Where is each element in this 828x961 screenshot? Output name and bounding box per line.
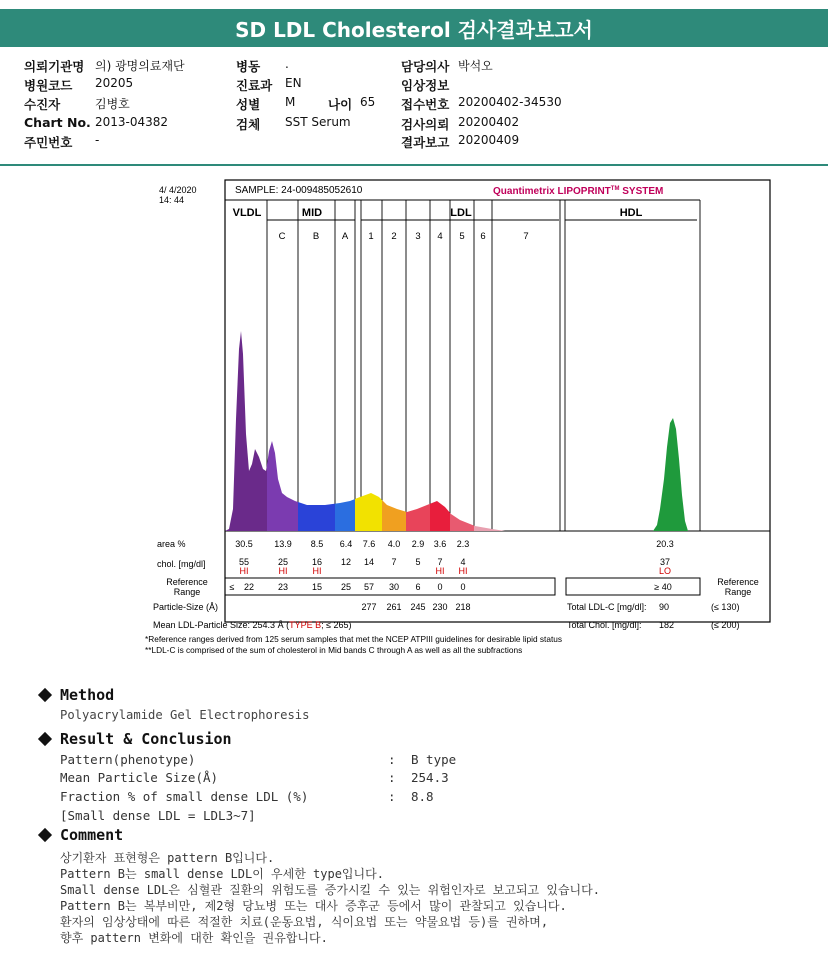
row-area-label: area %	[157, 539, 186, 549]
total-chol-label: Total Chol. [mg/dl]:	[567, 620, 642, 630]
row-chol-label: chol. [mg/dl]	[157, 559, 206, 569]
info-label: 수진자	[24, 97, 61, 112]
ref-value-hdl: ≥ 40	[654, 582, 672, 592]
ref-value: 22	[243, 582, 255, 592]
info-value: 의) 광명의료재단	[95, 59, 185, 73]
row-ref-label-2: Range	[173, 587, 201, 597]
comment-line: 환자의 임상상태에 따른 적절한 치료(운동요법, 식이요법 또는 약물요법 등)를 권하며,	[60, 915, 549, 929]
band-fill	[430, 279, 450, 539]
info-label: 접수번호	[401, 97, 450, 112]
band-fill	[406, 279, 430, 539]
result-key: Pattern(phenotype)	[60, 752, 196, 767]
chol-value: 14	[363, 557, 375, 567]
method-title: Method	[60, 686, 115, 704]
result-sep: :	[388, 770, 396, 785]
band-fill	[382, 279, 406, 539]
flag-value: HI	[312, 566, 322, 576]
info-value: .	[285, 57, 289, 71]
chol-value: 16	[311, 557, 323, 567]
particle-size-value: 218	[455, 602, 471, 612]
info-label: 검체	[236, 117, 261, 132]
system-name: Quantimetrix LIPOPRINT™ SYSTEM	[493, 186, 664, 197]
comment-line: 상기환자 표현형은 pattern B입니다.	[60, 851, 275, 865]
ref-value: 25	[340, 582, 352, 592]
info-label: 병동	[236, 59, 261, 74]
method-section	[36, 686, 309, 722]
info-value: 20205	[95, 76, 134, 90]
diamond-bullet-icon	[38, 688, 52, 702]
band-fill	[267, 279, 298, 539]
area-value: 4.0	[387, 539, 401, 549]
result-sep: :	[388, 789, 396, 804]
info-value: 2013-04382	[95, 115, 169, 129]
age-label: 나이	[328, 97, 353, 112]
chol-value: 4	[460, 557, 466, 567]
area-value: 7.6	[362, 539, 376, 549]
particle-size-label: Particle-Size (Å)	[153, 602, 219, 612]
info-value: 김병호	[95, 97, 130, 111]
result-section	[36, 730, 232, 748]
band-fill	[225, 279, 267, 539]
area-value-hdl: 20.3	[656, 539, 674, 549]
sample-id: SAMPLE: 24-009485052610	[235, 185, 363, 196]
total-ldl-label: Total LDL-C [mg/dl]:	[567, 602, 647, 612]
flag-value: HI	[278, 566, 288, 576]
footnote-2: **LDL-C is comprised of the sum of cholesterol in Mid bands C through A as well as all the subfractions	[145, 645, 523, 655]
diamond-bullet-icon	[38, 732, 52, 746]
info-value: 20200402	[458, 115, 520, 129]
result-title: Result & Conclusion	[60, 730, 232, 748]
area-value: 8.5	[310, 539, 324, 549]
info-label: 성별	[236, 97, 261, 112]
band-fill	[298, 279, 335, 539]
total-ldl-value: 90	[659, 602, 670, 612]
info-label: Chart No.	[24, 115, 91, 130]
footnote-1: *Reference ranges derived from 125 serum samples that met the NCEP ATPIII guidelines for desirable lipid status	[145, 634, 563, 644]
info-value: SST Serum	[285, 115, 351, 129]
result-value: B type	[411, 752, 457, 767]
group-vldl: VLDL	[232, 207, 262, 219]
particle-size-value: 230	[432, 602, 448, 612]
comment-section	[36, 826, 123, 844]
comment-line: 향후 pattern 변화에 대한 확인을 권유합니다.	[60, 931, 328, 945]
area-value: 3.6	[433, 539, 447, 549]
group-hdl: HDL	[619, 207, 643, 219]
age-value: 65	[360, 95, 376, 109]
report-title: SD LDL Cholesterol 검사결과보고서	[0, 9, 828, 47]
flag-value: HI	[435, 566, 445, 576]
info-label: 담당의사	[401, 59, 450, 74]
comment-title: Comment	[60, 826, 124, 844]
info-label: 의뢰기관명	[24, 59, 85, 74]
flag-value: HI	[239, 566, 249, 576]
ref-value: ≤	[229, 582, 235, 592]
result-key: Fraction % of small dense LDL (%)	[60, 789, 309, 804]
info-value: M	[285, 95, 296, 109]
chol-value: 25	[277, 557, 289, 567]
flag-value: HI	[458, 566, 468, 576]
result-value: 8.8	[411, 789, 434, 804]
row-ref-label-1: Reference	[166, 577, 208, 587]
band-label: 4	[437, 231, 443, 242]
particle-size-value: 261	[386, 602, 402, 612]
chol-value: 5	[415, 557, 421, 567]
info-value: 20200402-34530	[458, 95, 562, 109]
area-value: 6.4	[339, 539, 353, 549]
chol-value: 55	[238, 557, 250, 567]
band-label: B	[312, 231, 320, 242]
info-value: -	[95, 133, 100, 147]
report-frame	[225, 180, 770, 622]
area-value: 30.5	[235, 539, 253, 549]
chol-value: 12	[340, 557, 352, 567]
group-ldl: LDL	[450, 207, 472, 219]
chol-value: 7	[437, 557, 443, 567]
info-value: 박석오	[458, 59, 493, 73]
info-value: EN	[285, 76, 302, 90]
band-label: 5	[459, 231, 465, 242]
flag-value-hdl: LO	[658, 566, 672, 576]
ref-value: 30	[388, 582, 400, 592]
band-label: 1	[368, 231, 374, 242]
info-label: 임상정보	[401, 78, 450, 93]
total-ldl-ref: (≤ 130)	[711, 602, 740, 612]
mean-particle: Mean LDL-Particle Size: 254.3 Å (TYPE B; ≤ 265)	[153, 620, 352, 630]
ref-value: 57	[363, 582, 375, 592]
comment-line: Small dense LDL은 심혈관 질환의 위험도를 증가시킬 수 있는 위험인자로 보고되고 있습니다.	[60, 883, 600, 897]
particle-size-value: 245	[410, 602, 426, 612]
ref-value: 0	[460, 582, 466, 592]
ref-value: 23	[277, 582, 289, 592]
band-fill	[450, 279, 474, 539]
diamond-bullet-icon	[38, 828, 52, 842]
lipoprint-figure	[145, 179, 771, 657]
ref-right-label-1: Reference	[717, 577, 759, 587]
result-note: [Small dense LDL = LDL3~7]	[60, 808, 256, 823]
hdl-profile	[650, 409, 695, 539]
band-label: 7	[523, 231, 529, 242]
info-label: 결과보고	[401, 135, 450, 150]
report-date: 4/ 4/2020	[159, 185, 197, 195]
area-value: 13.9	[274, 539, 292, 549]
lipoprint-report	[145, 179, 771, 657]
hdl-fill	[650, 409, 695, 539]
band-label: 6	[480, 231, 486, 242]
band-fill	[335, 279, 355, 539]
comment-line: Pattern B는 복부비만, 제2형 당뇨병 또는 대사 증후군 등에서 많이 관찰되고 있습니다.	[60, 899, 567, 913]
ref-value: 15	[311, 582, 323, 592]
info-label: 주민번호	[24, 135, 73, 150]
band-label: 2	[391, 231, 397, 242]
info-label: 병원코드	[24, 78, 73, 93]
chol-value-hdl: 37	[659, 557, 671, 567]
ref-right-label-2: Range	[724, 587, 752, 597]
patient-info	[0, 48, 828, 166]
report-time: 14: 44	[159, 195, 185, 205]
info-value: 20200409	[458, 133, 520, 147]
ref-value: 0	[437, 582, 443, 592]
band-label: A	[341, 231, 349, 242]
band-fill	[474, 279, 505, 539]
ref-box-hdl	[566, 578, 700, 595]
result-value: 254.3	[411, 770, 449, 785]
info-label: 진료과	[236, 78, 273, 93]
particle-size-value: 277	[361, 602, 377, 612]
info-label: 검사의뢰	[401, 117, 450, 132]
chol-value: 7	[391, 557, 397, 567]
band-label: C	[278, 231, 286, 242]
band-label: 3	[415, 231, 421, 242]
comment-line: Pattern B는 small dense LDL이 우세한 type입니다.	[60, 867, 384, 881]
result-key: Mean Particle Size(Å)	[60, 770, 219, 785]
result-sep: :	[388, 752, 396, 767]
area-value: 2.3	[456, 539, 470, 549]
total-chol-value: 182	[659, 620, 675, 630]
ref-value: 6	[415, 582, 421, 592]
group-mid: MID	[301, 207, 323, 219]
band-fill	[355, 279, 382, 539]
total-chol-ref: (≤ 200)	[711, 620, 740, 630]
area-value: 2.9	[411, 539, 425, 549]
method-text: Polyacrylamide Gel Electrophoresis	[60, 708, 310, 722]
